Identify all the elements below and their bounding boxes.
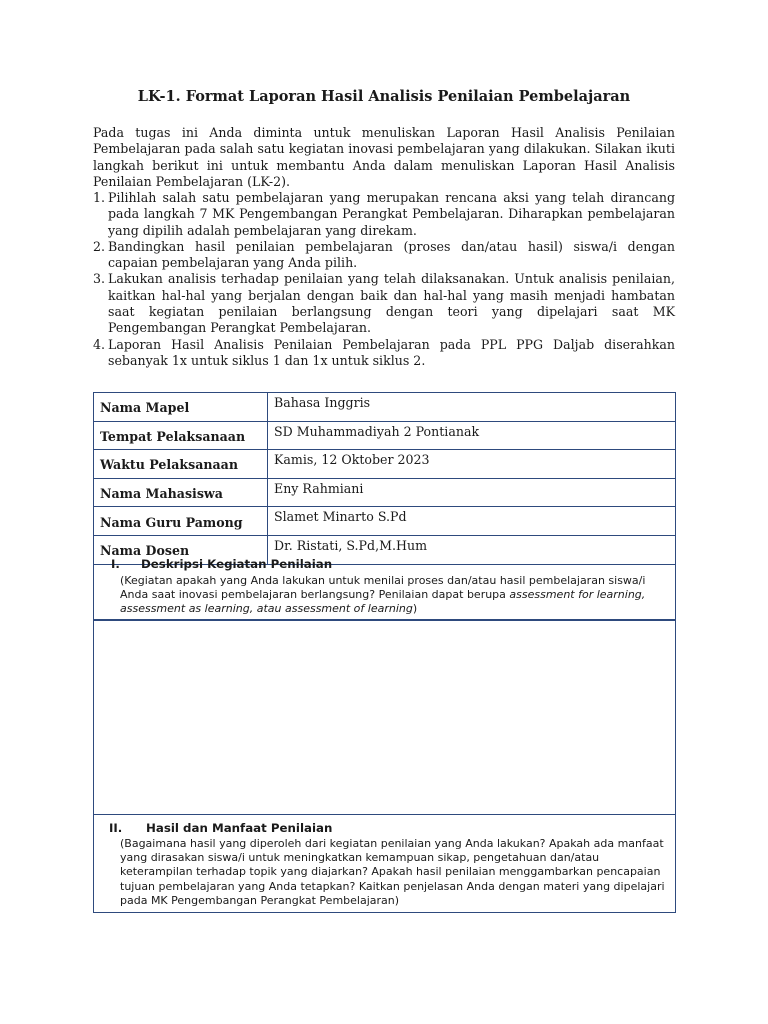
info-table (93, 392, 676, 565)
section-1-title: Deskripsi Kegiatan Penilaian (141, 557, 333, 571)
instruction-number: 2. (93, 238, 106, 254)
instruction-item (93, 190, 675, 239)
section-2-heading (109, 821, 332, 835)
instruction-number: 4. (93, 336, 106, 352)
row-value: Eny Rahmiani (268, 478, 676, 507)
section-1-header-box (93, 552, 676, 620)
instruction-text: Pilihlah salah satu pembelajaran yang merupakan rencana aksi yang telah dirancang pada langkah 7 MK Pengembangan Perangkat Pembelajaran. Diharapkan pembelajaran yang dipilih adalah pembelajaran yang direkam. (108, 190, 675, 238)
row-label: Nama Guru Pamong (94, 507, 268, 536)
row-value: Slamet Minarto S.Pd (268, 507, 676, 536)
section-1-description (120, 574, 665, 617)
section-1-answer-area[interactable] (93, 620, 676, 815)
instruction-text: Lakukan analisis terhadap penilaian yang telah dilaksanakan. Untuk analisis penilaian, kaitkan hal-hal yang berjalan dengan baik dan hal-hal yang masih menjadi hambatan saat kegiatan penilaian berlangsung dengan teori yang dipelajari saat MK Pengembangan Perangkat Pembelajaran. (108, 271, 675, 336)
row-value: Bahasa Inggris (268, 393, 676, 422)
row-label: Nama Mapel (94, 393, 268, 422)
row-label: Waktu Pelaksanaan (94, 450, 268, 479)
section-1-desc-end: ) (412, 602, 418, 616)
instruction-item (93, 271, 675, 336)
section-1-heading (111, 557, 332, 571)
section-1-desc-text: (Kegiatan apakah yang Anda lakukan untuk menilai proses dan/atau hasil pembelajaran siswa/i Anda saat inovasi pembelajaran berlangsung? Penilaian dapat berupa (120, 574, 646, 602)
instruction-text: Bandingkan hasil penilaian pembelajaran (proses dan/atau hasil) siswa/i dengan capaian pembelajaran yang Anda pilih. (108, 238, 675, 271)
intro-paragraph: Pada tugas ini Anda diminta untuk menuliskan Laporan Hasil Analisis Penilaian Pembelajaran pada salah satu kegiatan inovasi pembelajaran yang dilakukan. Silakan ikuti langkah berikut ini untuk membantu Anda dalam menuliskan Laporan Hasil Analisis Penilaian Pembelajaran (LK-2). (93, 125, 675, 189)
instruction-list (93, 190, 675, 369)
row-value: Dr. Ristati, S.Pd,M.Hum (268, 535, 676, 564)
instruction-item (93, 337, 675, 370)
table-row (94, 393, 676, 422)
section-2-title: Hasil dan Manfaat Penilaian (146, 821, 333, 835)
instruction-text: Laporan Hasil Analisis Penilaian Pembelajaran pada PPL PPG Daljab diserahkan sebanyak 1x untuk siklus 1 dan 1x untuk siklus 2. (108, 336, 675, 368)
table-row (94, 507, 676, 536)
section-2-box (93, 814, 676, 913)
row-label: Nama Mahasiswa (94, 478, 268, 507)
table-row (94, 421, 676, 450)
section-2-description: (Bagaimana hasil yang diperoleh dari kegiatan penilaian yang Anda lakukan? Apakah ada manfaat yang dirasakan siswa/i untuk meningkatkan kemampuan sikap, pengetahuan dan/atau keterampilan terhadap topik yang diajarkan? Apakah hasil penilaian menggambarkan pencapaian tujuan pembelajaran yang Anda tetapkan? Kaitkan penjelasan Anda dengan materi yang dipelajari pada MK Pengembangan Perangkat Pembelajaran) (120, 837, 665, 907)
section-2-numeral: II. (109, 821, 123, 835)
row-value: SD Muhammadiyah 2 Pontianak (268, 421, 676, 450)
instruction-number: 3. (93, 271, 106, 287)
table-row (94, 478, 676, 507)
section-1-numeral: I. (111, 557, 120, 571)
document-title: LK-1. Format Laporan Hasil Analisis Penilaian Pembelajaran (137, 88, 631, 105)
row-value: Kamis, 12 Oktober 2023 (268, 450, 676, 479)
section-1-desc-italic: assessment for learning, assessment as learning, atau assessment of learning (120, 588, 646, 616)
instruction-number: 1. (93, 190, 106, 205)
row-label: Nama Dosen (94, 535, 268, 564)
instruction-item (93, 239, 675, 272)
row-label: Tempat Pelaksanaan (94, 421, 268, 450)
table-row (94, 450, 676, 479)
